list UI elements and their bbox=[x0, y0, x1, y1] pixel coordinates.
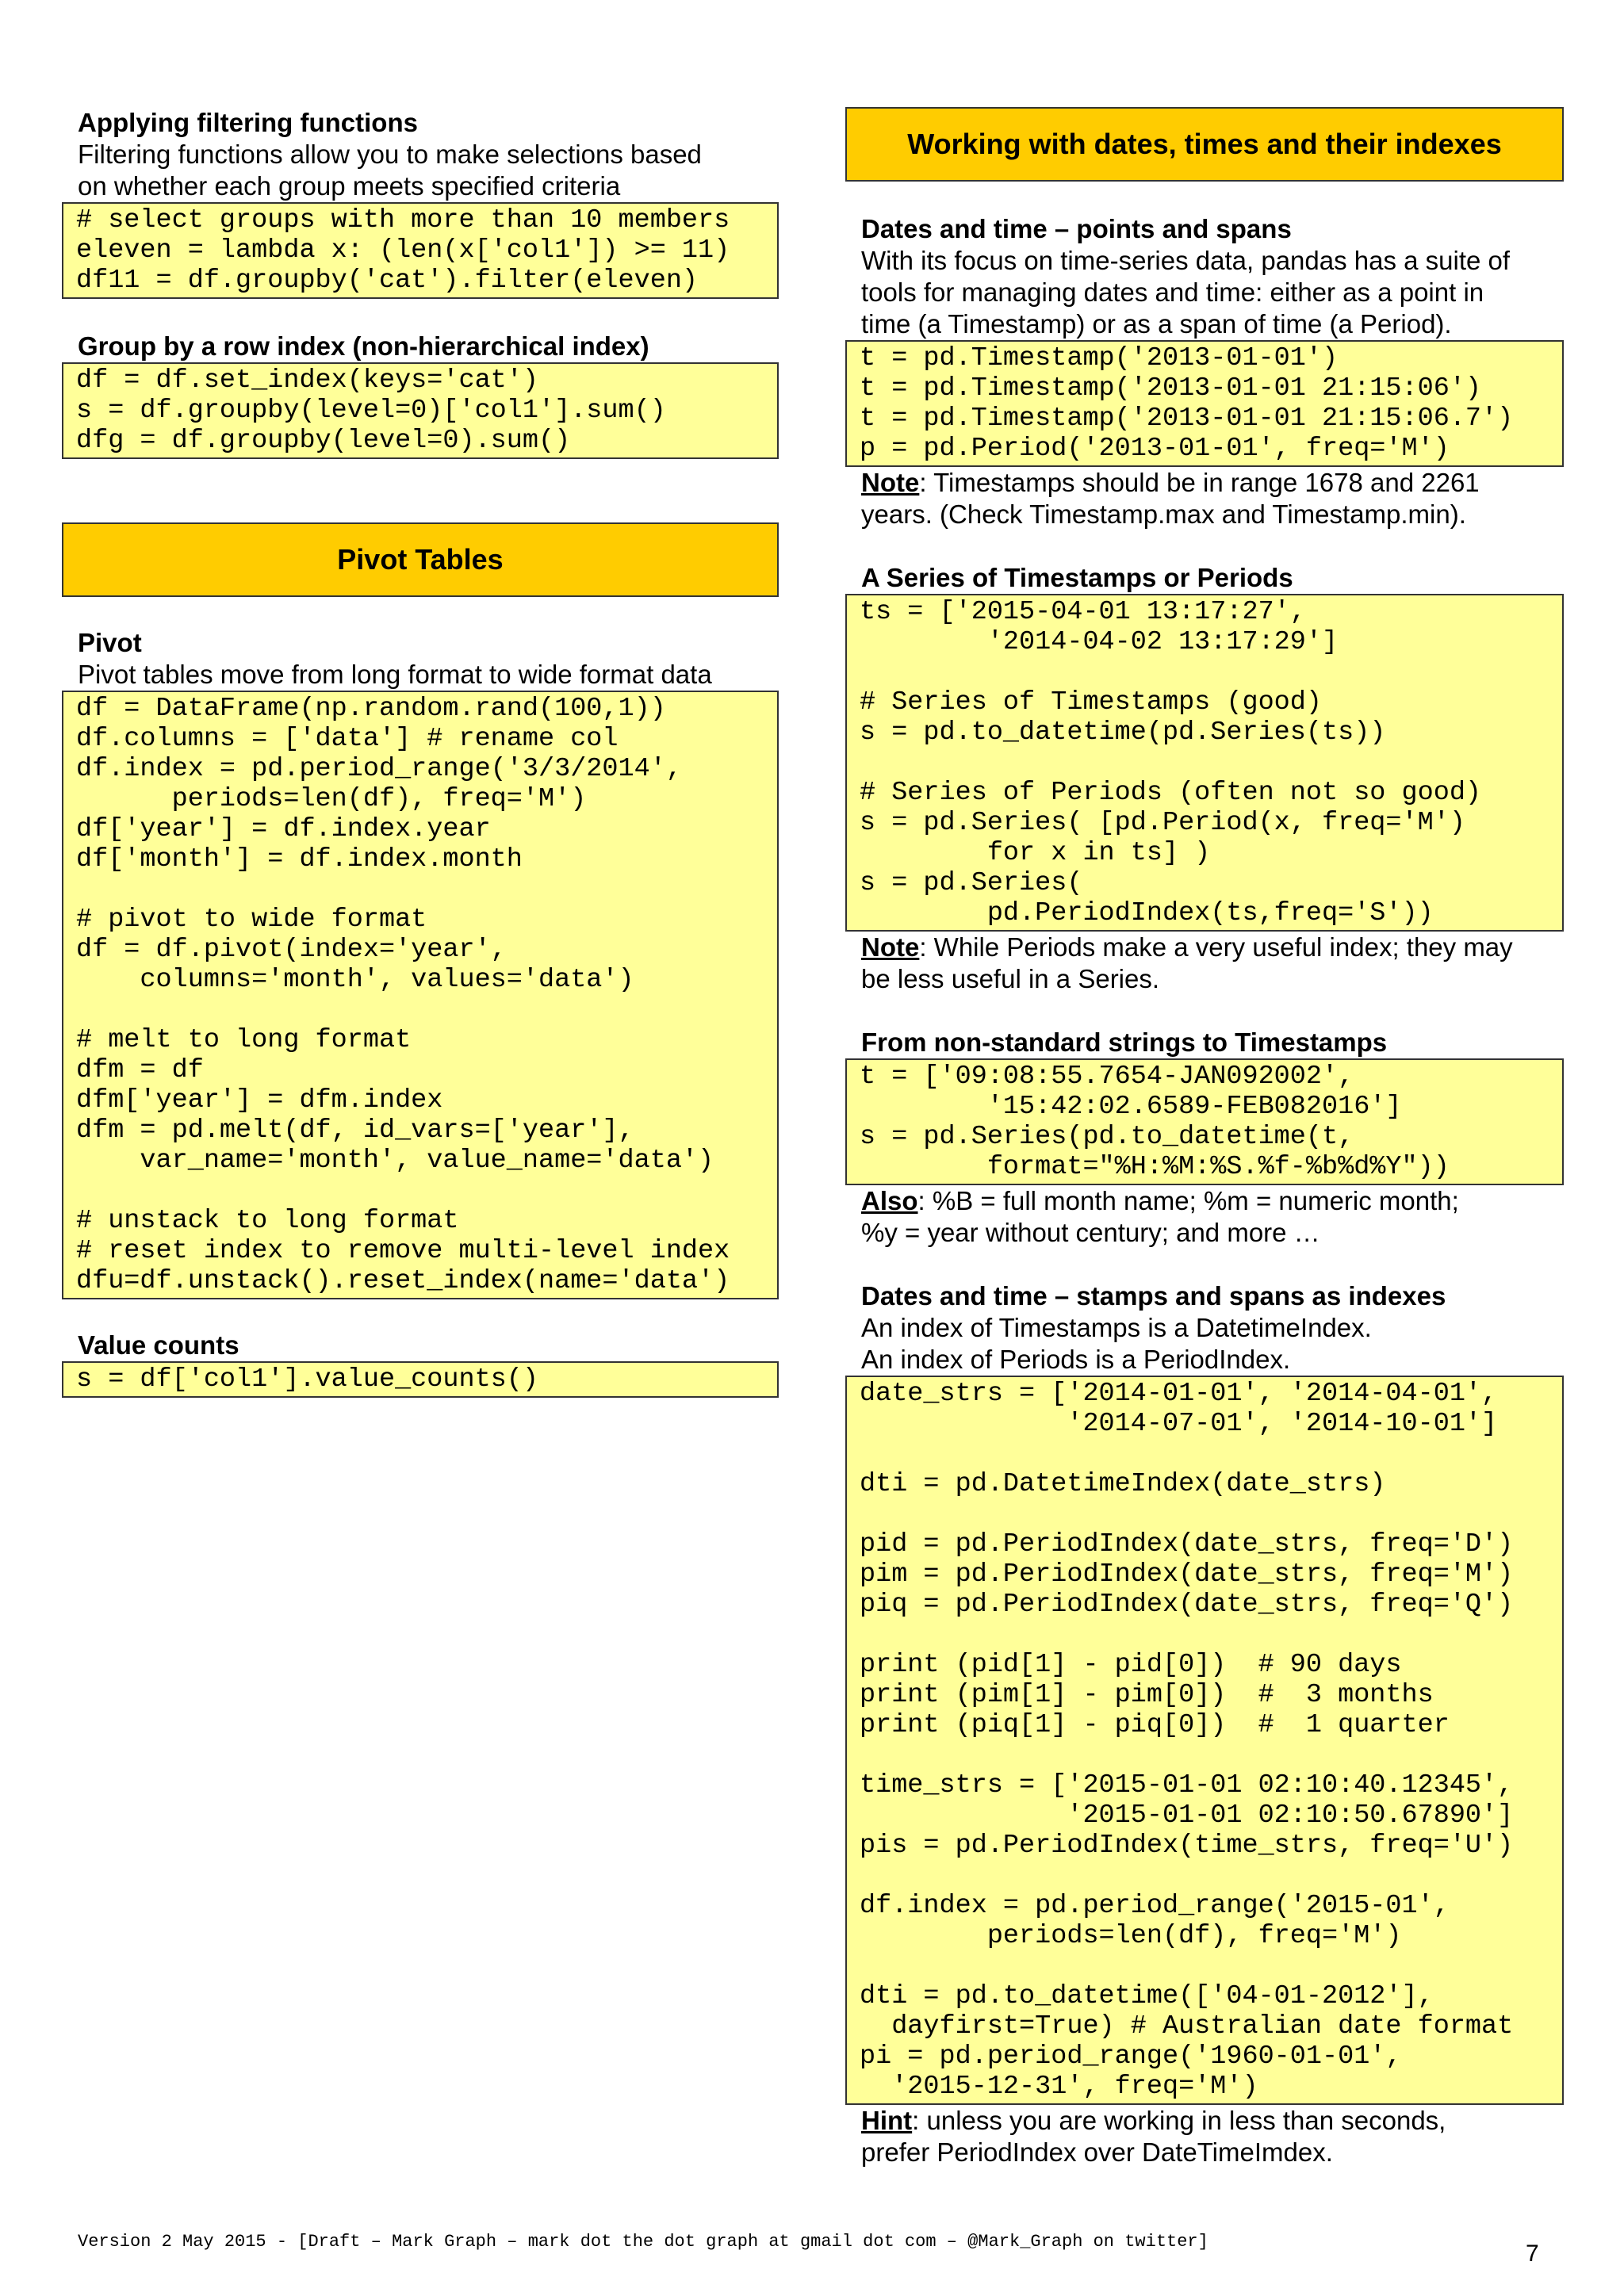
dates-times-banner: Working with dates, times and their indexes bbox=[845, 107, 1564, 182]
right-column bbox=[845, 107, 1564, 2168]
filtering-text: Filtering functions allow you to make selections based on whether each group meets specified criteria bbox=[78, 140, 702, 201]
note-text: : Timestamps should be in range 1678 and 2261 years. (Check Timestamp.max and Timestamp.min). bbox=[861, 468, 1480, 529]
indexes-code: date_strs = ['2014-01-01', '2014-04-01', '2014-07-01', '2014-10-01'] dti = pd.DatetimeIndex(date_strs) pid = pd.PeriodIndex(date_strs, freq='D') pim = pd.PeriodIndex(date_strs, freq='M') piq = pd.PeriodIndex(date_strs, freq='Q') print (pid[1] - pid[0]) # 90 days print (pim[1] - pim[0]) # 3 months print (piq[1] - piq[0]) # 1 quarter time_strs = ['2015-01-01 02:10:40.12345', '2015-01-01 02:10:50.67890'] pis = pd.PeriodIndex(time_strs, freq='U') df.index = pd.period_range('2015-01', periods=len(df), freq='M') dti = pd.to_datetime(['04-01-2012'], dayfirst=True) # Australian date format pi = pd.period_range('1960-01-01', '2015-12-31', freq='M') bbox=[845, 1376, 1564, 2105]
points-spans-title: Dates and time – points and spans bbox=[861, 214, 1292, 243]
hint-label: Hint bbox=[861, 2106, 913, 2135]
value-counts-title: Value counts bbox=[78, 1330, 239, 1360]
note-label: Note bbox=[861, 468, 920, 497]
group-row-index-code: df = df.set_index(keys='cat') s = df.groupby(level=0)['col1'].sum() dfg = df.groupby(level=0).sum() bbox=[62, 362, 779, 459]
also-text: : %B = full month name; %m = numeric month; %y = year without century; and more … bbox=[861, 1186, 1459, 1247]
pivot-code: df = DataFrame(np.random.rand(100,1)) df.columns = ['data'] # rename col df.index = pd.period_range('3/3/2014', periods=len(df), freq='M') df['year'] = df.index.year df['month'] = df.index.month # pivot to wide format df = df.pivot(index='year', columns='month', values='data') # melt to long format dfm = df dfm['year'] = dfm.index dfm = pd.melt(df, id_vars=['year'], var_name='month', value_name='data') # unstack to long format # reset index to remove multi-level index dfu=df.unstack().reset_index(name='data') bbox=[62, 691, 779, 1299]
series-ts-note bbox=[861, 932, 1564, 995]
filtering-title: Applying filtering functions bbox=[78, 108, 418, 137]
nonstandard-title: From non-standard strings to Timestamps bbox=[861, 1027, 1388, 1057]
footer-text: Version 2 May 2015 - [Draft – Mark Graph – mark dot the dot graph at gmail dot com – @Mark_Graph on twitter] bbox=[78, 2232, 1208, 2252]
pivot-text: Pivot tables move from long format to wide format data bbox=[78, 660, 712, 689]
indexes-title: Dates and time – stamps and spans as indexes bbox=[861, 1281, 1446, 1311]
nonstandard-also bbox=[861, 1185, 1564, 1249]
indexes-hint bbox=[861, 2105, 1564, 2168]
hint-text: : unless you are working in less than seconds, prefer PeriodIndex over DateTimeImdex. bbox=[861, 2106, 1446, 2167]
note-label: Note bbox=[861, 932, 920, 962]
pivot-title: Pivot bbox=[78, 628, 142, 657]
nonstandard-code: t = ['09:08:55.7654-JAN092002', '15:42:02.6589-FEB082016'] s = pd.Series(pd.to_datetime(t, format="%H:%M:%S.%f-%b%d%Y")) bbox=[845, 1058, 1564, 1185]
filtering-code: # select groups with more than 10 members eleven = lambda x: (len(x['col1']) >= 11) df11 = df.groupby('cat').filter(eleven) bbox=[62, 202, 779, 299]
note-text: : While Periods make a very useful index; they may be less useful in a Series. bbox=[861, 932, 1513, 993]
points-spans-code: t = pd.Timestamp('2013-01-01') t = pd.Timestamp('2013-01-01 21:15:06') t = pd.Timestamp('2013-01-01 21:15:06.7') p = pd.Period('2013-01-01', freq='M') bbox=[845, 340, 1564, 467]
series-ts-code: ts = ['2015-04-01 13:17:27', '2014-04-02 13:17:29'] # Series of Timestamps (good) s = pd.to_datetime(pd.Series(ts)) # Series of Periods (often not so good) s = pd.Series( [pd.Period(x, freq='M') for x in ts] ) s = pd.Series( pd.PeriodIndex(ts,freq='S')) bbox=[845, 594, 1564, 932]
left-column bbox=[62, 107, 779, 1398]
points-spans-text: With its focus on time-series data, pandas has a suite of tools for managing dates and time: either as a point in time (a Timestamp) or as a span of time (a Period). bbox=[861, 246, 1511, 339]
series-ts-title: A Series of Timestamps or Periods bbox=[861, 563, 1293, 592]
also-label: Also bbox=[861, 1186, 918, 1215]
group-row-index-title: Group by a row index (non-hierarchical index) bbox=[78, 331, 649, 361]
page-number: 7 bbox=[1526, 2241, 1539, 2267]
indexes-text: An index of Timestamps is a DatetimeIndex. An index of Periods is a PeriodIndex. bbox=[861, 1313, 1372, 1374]
points-spans-note bbox=[861, 467, 1564, 530]
pivot-tables-banner: Pivot Tables bbox=[62, 522, 779, 597]
value-counts-code: s = df['col1'].value_counts() bbox=[62, 1361, 779, 1398]
